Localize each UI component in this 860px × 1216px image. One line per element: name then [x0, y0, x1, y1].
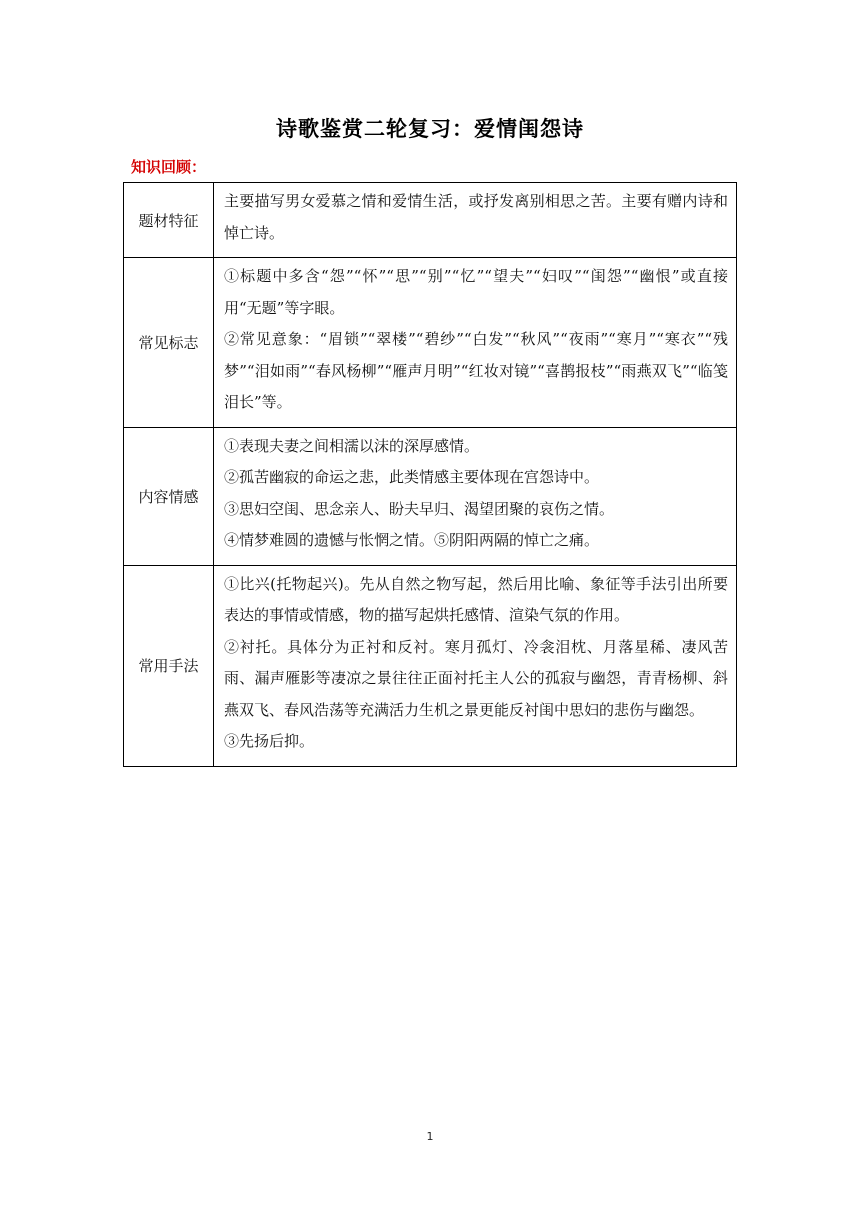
table-row	[124, 258, 737, 428]
row-label-subject: 题材特征	[124, 183, 214, 258]
content-paragraph: ③先扬后抑。	[224, 732, 315, 750]
row-content-markers	[214, 258, 737, 428]
table-row	[124, 565, 737, 766]
page-title: 诗歌鉴赏二轮复习：爱情闺怨诗	[276, 117, 584, 141]
row-content-techniques	[214, 565, 737, 766]
content-paragraph: 主要描写男女爱慕之情和爱情生活，或抒发离别相思之苦。主要有赠内诗和悼亡诗。	[224, 192, 728, 242]
row-content-emotion	[214, 427, 737, 565]
row-label-markers: 常见标志	[124, 258, 214, 428]
content-paragraph: ②衬托。具体分为正衬和反衬。寒月孤灯、冷衾泪枕、月落星稀、凄风苦雨、漏声雁影等凄凉之景往往正面衬托主人公的孤寂与幽怨，青青杨柳、斜燕双飞、春风浩荡等充满活力生机之景更能反衬闺中思妇的悲伤与幽怨。	[224, 637, 728, 719]
row-label-techniques: 常用手法	[124, 565, 214, 766]
section-heading: 知识回顾：	[131, 158, 207, 176]
knowledge-table	[123, 182, 737, 767]
content-paragraph: ③思妇空闺、思念亲人、盼夫早归、渴望团聚的哀伤之情。	[224, 499, 615, 518]
content-paragraph: ①标题中多含“怨”“怀”“思”“别”“忆”“望夫”“妇叹”“闺怨”“幽恨”或直接用“无题”等字眼。	[224, 267, 728, 317]
page-number: 1	[426, 1130, 434, 1143]
content-paragraph: ②常见意象：“眉锁”“翠楼”“碧纱”“白发”“秋风”“夜雨”“寒月”“寒衣”“残梦”“泪如雨”“春风杨柳”“雁声月明”“红妆对镜”“喜鹊报枝”“雨燕双飞”“临笺泪长”等。	[224, 330, 728, 411]
row-content-subject	[214, 183, 737, 258]
table-row	[124, 427, 737, 565]
row-label-emotion: 内容情感	[124, 427, 214, 565]
content-paragraph: ①比兴(托物起兴)。先从自然之物写起，然后用比喻、象征等手法引出所要表达的事情或情感，物的描写起烘托感情、渲染气氛的作用。	[224, 574, 728, 624]
table-row	[124, 183, 737, 258]
content-paragraph: ④情梦难圆的遗憾与怅惘之情。⑤阴阳两隔的悼亡之痛。	[224, 531, 600, 549]
content-paragraph: ②孤苦幽寂的命运之悲，此类情感主要体现在宫怨诗中。	[224, 468, 600, 486]
content-paragraph: ①表现夫妻之间相濡以沫的深厚感情。	[224, 436, 480, 455]
